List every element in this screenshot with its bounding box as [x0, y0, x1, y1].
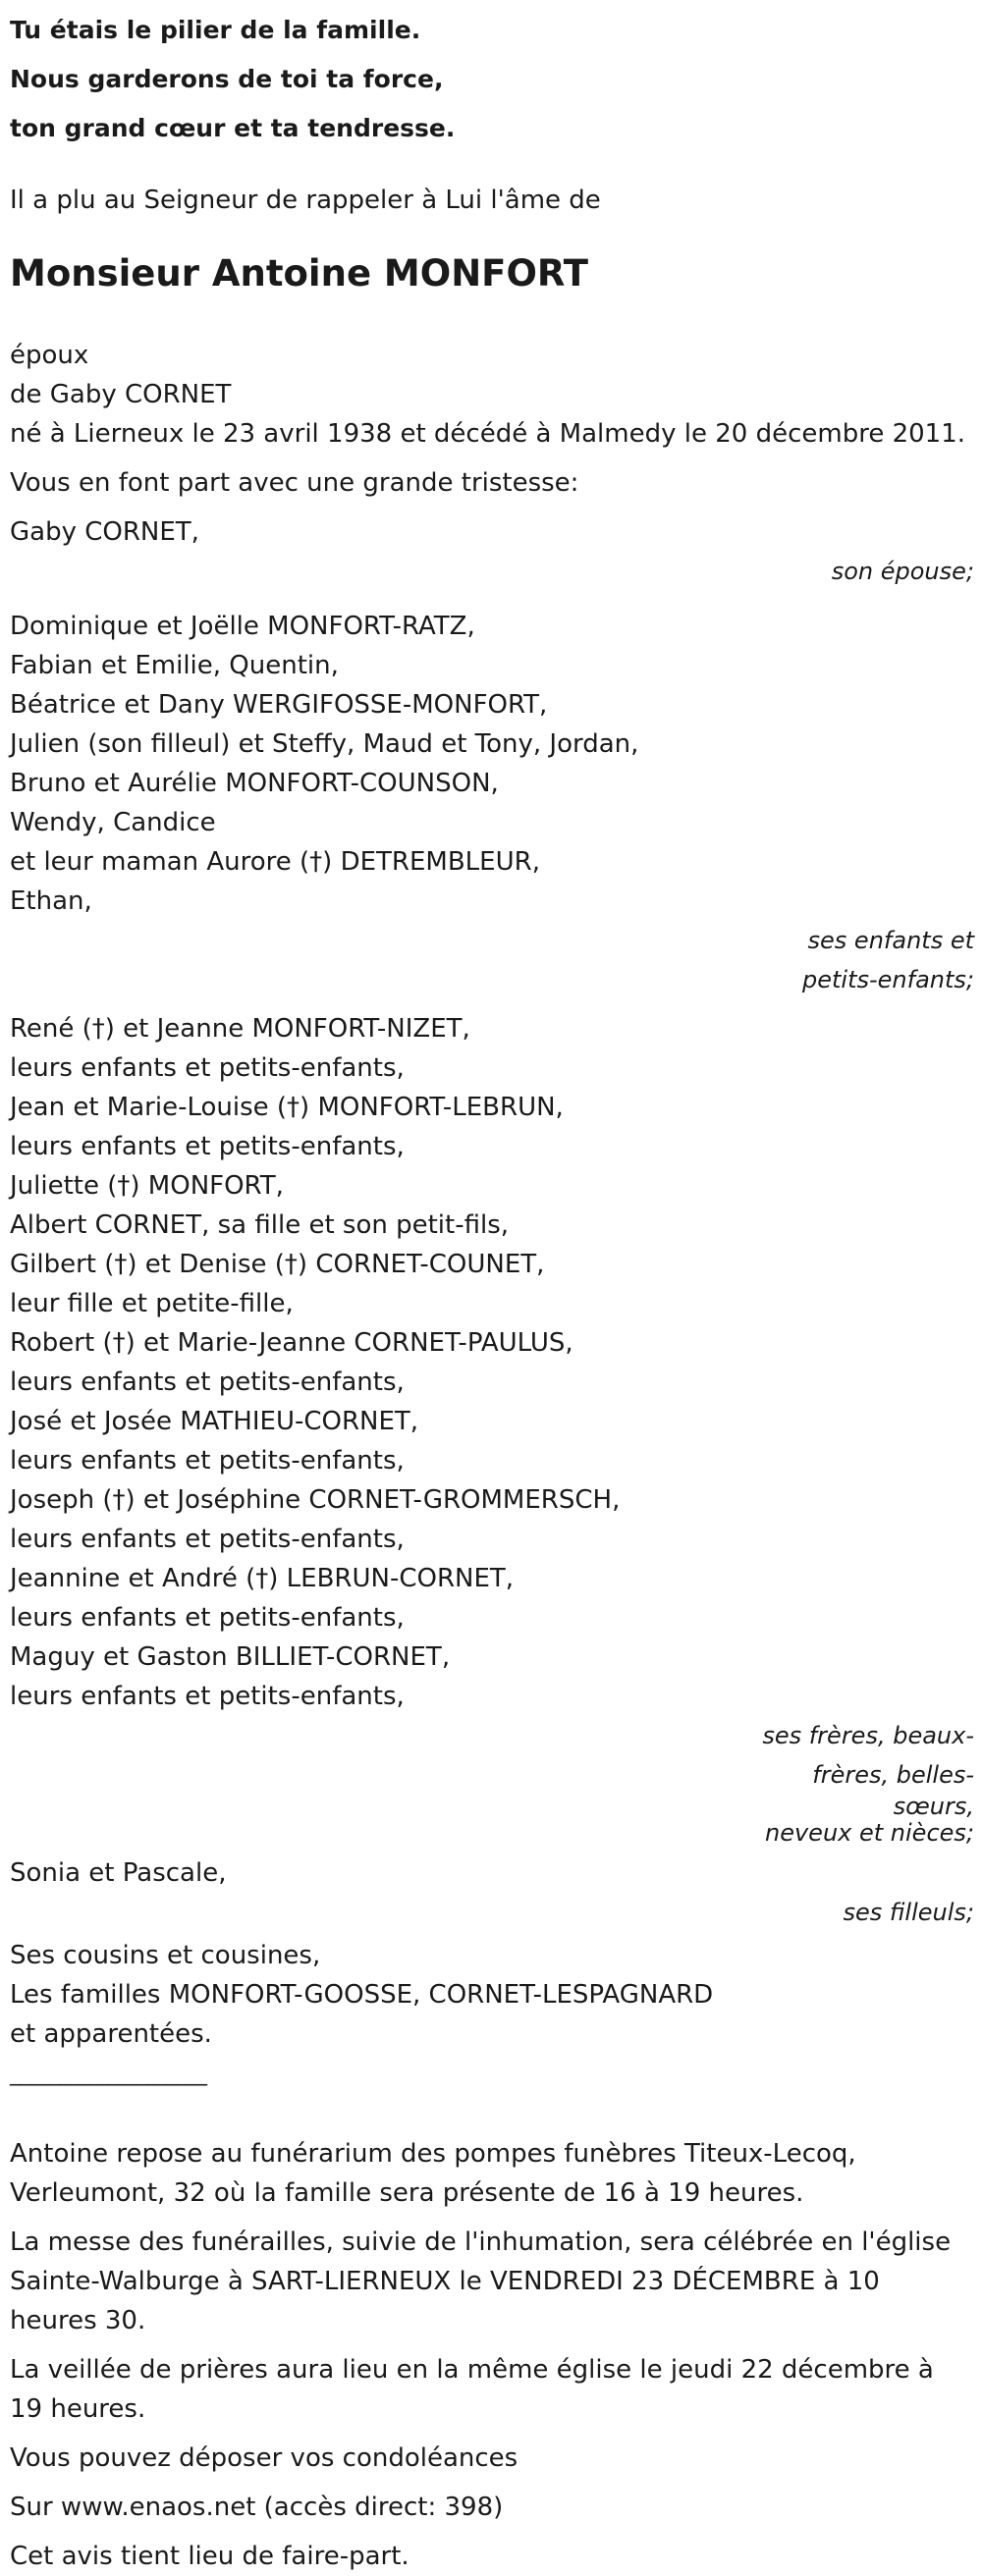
website-text: Sur www.enaos.net (accès direct: 398)	[10, 2493, 504, 2522]
siblings-role: ses frères, beaux-	[762, 1722, 974, 1749]
mass-text: La messe des funérailles, suivie de l'inhumation, sera célébrée en l'église Sainte-Walburge à SART-LIERNEUX le VENDREDI 23 DÉCEMBRE à 10 heures 30.	[10, 2227, 952, 2335]
list-item: Jeannine et André (†) LEBRUN-CORNET,	[10, 1564, 515, 1593]
list-item: Les familles MONFORT-GOOSSE, CORNET-LESPAGNARD	[10, 1980, 714, 2010]
list-item: leurs enfants et petits-enfants,	[10, 1682, 405, 1711]
footer-block	[10, 2134, 974, 2576]
birth-death-text: né à Lierneux le 23 avril 1938 et décédé à Malmedy le 20 décembre 2011.	[10, 419, 966, 449]
closing-text: Cet avis tient lieu de faire-part.	[10, 2542, 409, 2571]
list-item: leurs enfants et petits-enfants,	[10, 1603, 405, 1633]
list-item: Juliette (†) MONFORT,	[10, 1171, 284, 1201]
list-item: Ethan,	[10, 886, 92, 916]
announce-text: Vous en font part avec une grande tristesse:	[10, 468, 579, 498]
godchildren-role: ses filleuls;	[843, 1899, 974, 1926]
children-role: ses enfants et	[807, 927, 974, 954]
list-item: et leur maman Aurore (†) DETREMBLEUR,	[10, 847, 540, 877]
list-item: Béatrice et Dany WERGIFOSSE-MONFORT,	[10, 690, 548, 720]
separator-line: ____________________	[10, 2062, 206, 2086]
children-block	[10, 607, 974, 999]
list-item: Dominique et Joëlle MONFORT-RATZ,	[10, 612, 475, 641]
obituary-notice	[10, 0, 974, 2576]
list-item: leurs enfants et petits-enfants,	[10, 1132, 405, 1161]
list-item: leurs enfants et petits-enfants,	[10, 1053, 405, 1083]
list-item: et apparentées.	[10, 2019, 212, 2049]
list-item: Jean et Marie-Louise (†) MONFORT-LEBRUN,	[10, 1093, 564, 1122]
poem	[10, 6, 974, 153]
list-item: leurs enfants et petits-enfants,	[10, 1368, 405, 1397]
list-item: Wendy, Candice	[10, 808, 216, 837]
list-item: Fabian et Emilie, Quentin,	[10, 651, 339, 680]
rest-text: Antoine repose au funérarium des pompes funèbres Titeux-Lecoq, Verleumont, 32 où la famille sera présente de 16 à 19 heures.	[10, 2139, 856, 2208]
list-item: José et Josée MATHIEU-CORNET,	[10, 1407, 419, 1436]
godchildren-block	[10, 1853, 974, 1932]
wife-name: Gaby CORNET,	[10, 517, 199, 547]
list-item: Bruno et Aurélie MONFORT-COUNSON,	[10, 769, 499, 798]
intro-text: Il a plu au Seigneur de rappeler à Lui l'âme de	[10, 186, 601, 215]
list-item: Albert CORNET, sa fille et son petit-fils,	[10, 1210, 510, 1240]
siblings-role: sœurs,	[893, 1793, 974, 1820]
godchildren-name: Sonia et Pascale,	[10, 1858, 227, 1888]
poem-line: ton grand cœur et ta tendresse.	[10, 114, 456, 142]
others-block	[10, 1936, 974, 2054]
spouse-name: de Gaby CORNET	[10, 380, 232, 409]
siblings-role: frères, belles-	[812, 1761, 974, 1789]
poem-line: Nous garderons de toi ta force,	[10, 65, 444, 93]
list-item: Joseph (†) et Joséphine CORNET-GROMMERSCH,	[10, 1485, 621, 1515]
spouse-relation: époux	[10, 341, 89, 370]
wife-block	[10, 512, 974, 591]
siblings-role: neveux et nièces;	[765, 1819, 974, 1847]
deceased-name: Monsieur Antoine MONFORT	[10, 252, 588, 295]
list-item: René (†) et Jeanne MONFORT-NIZET,	[10, 1014, 470, 1044]
children-role: petits-enfants;	[802, 966, 974, 993]
spouse-block	[10, 336, 974, 414]
list-item: Ses cousins et cousines,	[10, 1941, 321, 1970]
condolences-text: Vous pouvez déposer vos condoléances	[10, 2443, 518, 2473]
siblings-block	[10, 1009, 974, 1848]
wife-role: son épouse;	[831, 558, 974, 585]
poem-line: Tu étais le pilier de la famille.	[10, 16, 421, 44]
list-item: Robert (†) et Marie-Jeanne CORNET-PAULUS,	[10, 1328, 573, 1358]
list-item: leurs enfants et petits-enfants,	[10, 1525, 405, 1554]
list-item: leurs enfants et petits-enfants,	[10, 1446, 405, 1476]
list-item: Maguy et Gaston BILLIET-CORNET,	[10, 1642, 451, 1672]
list-item: Gilbert (†) et Denise (†) CORNET-COUNET,	[10, 1250, 545, 1279]
vigil-text: La veillée de prières aura lieu en la même église le jeudi 22 décembre à 19 heures.	[10, 2355, 934, 2424]
list-item: Julien (son filleul) et Steffy, Maud et Tony, Jordan,	[10, 729, 639, 759]
list-item: leur fille et petite-fille,	[10, 1289, 294, 1318]
